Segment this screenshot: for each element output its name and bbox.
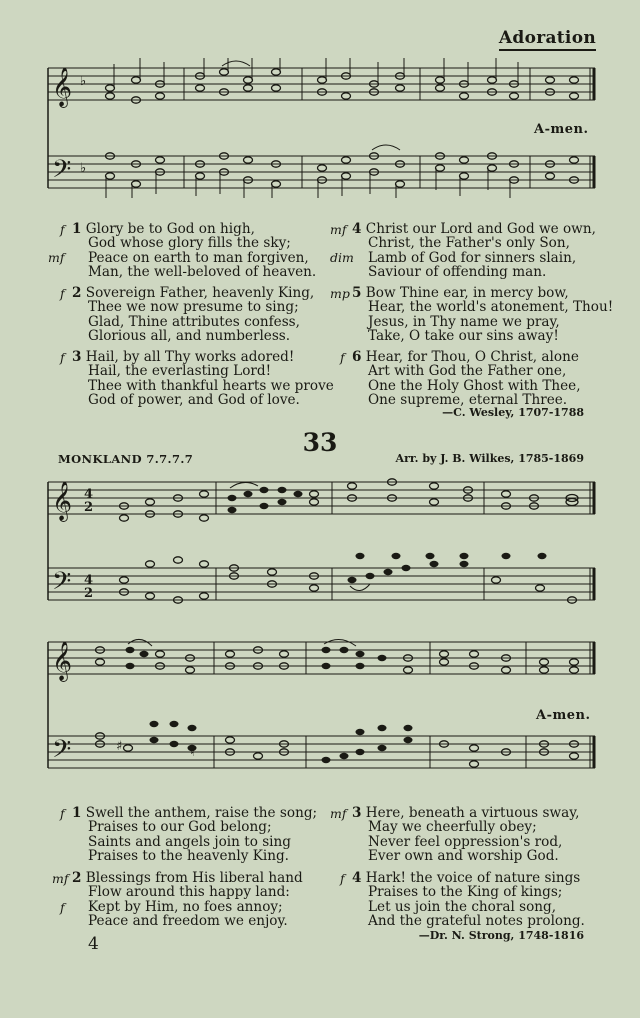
amen-label-hymn33: A-men.: [536, 708, 591, 723]
music-system-hymn32: [44, 58, 600, 198]
verse-number: 2: [72, 870, 82, 886]
verse-line: Praises to the King of kings;: [368, 884, 563, 901]
page-number: 4: [88, 934, 99, 954]
svg-text:4: 4: [84, 573, 94, 588]
verse-line: Take, O take our sins away!: [368, 328, 559, 345]
verse-number: 1: [72, 805, 82, 821]
verse-line: Glorious all, and numberless.: [88, 328, 291, 345]
verse-line: Let us join the choral song,: [368, 898, 557, 915]
verse-line: Thee with thankful hearts we prove: [88, 377, 334, 394]
svg-text:2: 2: [84, 500, 94, 515]
dynamic-mark: f: [60, 350, 65, 365]
author-attribution-hymn33: —Dr. N. Strong, 1748-1816: [418, 929, 584, 942]
dynamic-mark: mf: [330, 222, 347, 237]
svg-text:♮: ♮: [190, 745, 195, 760]
dynamic-mark: dim: [330, 250, 354, 265]
verse-line: God whose glory fills the sky;: [88, 235, 291, 252]
svg-text:𝄞: 𝄞: [52, 641, 73, 681]
verse-line: Blessings from His liberal hand: [85, 870, 303, 886]
svg-text:♭: ♭: [80, 74, 87, 89]
svg-text:𝄢: 𝄢: [52, 567, 72, 602]
verse-line: Glory be to God on high,: [85, 221, 255, 237]
verse-line: Saviour of offending man.: [368, 264, 547, 281]
verse-line: Here, beneath a virtuous sway,: [365, 805, 580, 821]
hymn33-verse-4: [352, 871, 585, 929]
hymn32-verse-2: [72, 286, 314, 344]
verse-line: Sovereign Father, heavenly King,: [85, 285, 315, 301]
amen-label-hymn32: A-men.: [534, 122, 589, 137]
verse-number: 6: [352, 349, 362, 365]
verse-line: Hark! the voice of nature sings: [365, 870, 581, 886]
verse-number: 4: [352, 221, 362, 237]
tune-name: MONKLAND 7.7.7.7: [58, 452, 194, 466]
verse-line: Peace and freedom we enjoy.: [88, 913, 288, 930]
hymn33-verse-2: [72, 871, 303, 929]
verse-number: 3: [352, 805, 362, 821]
verse-line: Thee we now presume to sing;: [88, 299, 299, 316]
verse-line: Lamb of God for sinners slain,: [368, 249, 577, 266]
hymn-number: 33: [302, 428, 338, 457]
music-system-hymn33-a: [44, 470, 600, 610]
verse-line: Hear, for Thou, O Christ, alone: [365, 349, 579, 365]
hymn33-verse-1: [72, 806, 317, 864]
verse-line: Art with God the Father one,: [368, 363, 567, 380]
verse-line: Glad, Thine attributes confess,: [88, 313, 300, 330]
verse-line: Flow around this happy land:: [88, 884, 290, 901]
svg-text:𝄞: 𝄞: [52, 67, 73, 107]
verse-line: Never feel oppression's rod,: [368, 833, 563, 850]
svg-text:𝄞: 𝄞: [52, 481, 73, 521]
verse-line: One the Holy Ghost with Thee,: [368, 377, 581, 394]
svg-text:4: 4: [84, 487, 94, 502]
verse-line: Praises to our God belong;: [88, 819, 272, 836]
dynamic-mark: f: [60, 900, 65, 915]
dynamic-mark: f: [340, 871, 345, 886]
dynamic-mark: mp: [330, 286, 350, 301]
hymn32-verse-1: [72, 222, 316, 280]
verse-line: May we cheerfully obey;: [368, 819, 537, 836]
verse-number: 4: [352, 870, 362, 886]
hymn32-verse-5: [352, 286, 613, 344]
verse-line: Christ our Lord and God we own,: [365, 221, 596, 237]
music-system-hymn33-b: [44, 630, 600, 780]
dynamic-mark: mf: [48, 250, 65, 265]
svg-text:2: 2: [84, 586, 94, 601]
svg-text:♭: ♭: [80, 161, 87, 176]
dynamic-mark: mf: [52, 871, 69, 886]
svg-text:𝄢: 𝄢: [52, 155, 72, 190]
arranger-credit: Arr. by J. B. Wilkes, 1785-1869: [395, 452, 584, 465]
hymn32-verse-6: [352, 350, 581, 408]
verse-number: 3: [72, 349, 82, 365]
section-title: Adoration: [499, 28, 596, 51]
verse-number: 2: [72, 285, 82, 301]
verse-line: Kept by Him, no foes annoy;: [88, 898, 283, 915]
verse-line: Hail, by all Thy works adored!: [85, 349, 295, 365]
dynamic-mark: f: [60, 806, 65, 821]
verse-line: Ever own and worship God.: [368, 848, 559, 865]
verse-line: Christ, the Father's only Son,: [368, 235, 570, 252]
verse-line: Peace on earth to man forgiven,: [88, 249, 309, 266]
verse-line: Jesus, in Thy name we pray,: [368, 313, 560, 330]
verse-line: Swell the anthem, raise the song;: [85, 805, 318, 821]
hymn32-verse-3: [72, 350, 334, 408]
hymn32-verse-4: [352, 222, 596, 280]
verse-line: And the grateful notes prolong.: [368, 913, 585, 930]
author-attribution-hymn32: —C. Wesley, 1707-1788: [442, 406, 584, 419]
verse-line: Saints and angels join to sing: [88, 833, 291, 850]
dynamic-mark: mf: [330, 806, 347, 821]
verse-line: Hail, the everlasting Lord!: [88, 363, 272, 380]
dynamic-mark: f: [60, 222, 65, 237]
verse-number: 5: [352, 285, 362, 301]
verse-line: Hear, the world's atonement, Thou!: [368, 299, 614, 316]
svg-text:𝄢: 𝄢: [52, 735, 72, 770]
verse-line: Praises to the heavenly King.: [88, 848, 289, 865]
dynamic-mark: f: [340, 350, 345, 365]
verse-line: Man, the well-beloved of heaven.: [88, 264, 317, 281]
dynamic-mark: f: [60, 286, 65, 301]
svg-text:♯: ♯: [116, 739, 123, 754]
verse-line: Bow Thine ear, in mercy bow,: [365, 285, 569, 301]
verse-line: One supreme, eternal Three.: [368, 392, 568, 409]
verse-line: God of power, and God of love.: [88, 392, 300, 409]
hymn33-verse-3: [352, 806, 579, 864]
verse-number: 1: [72, 221, 82, 237]
